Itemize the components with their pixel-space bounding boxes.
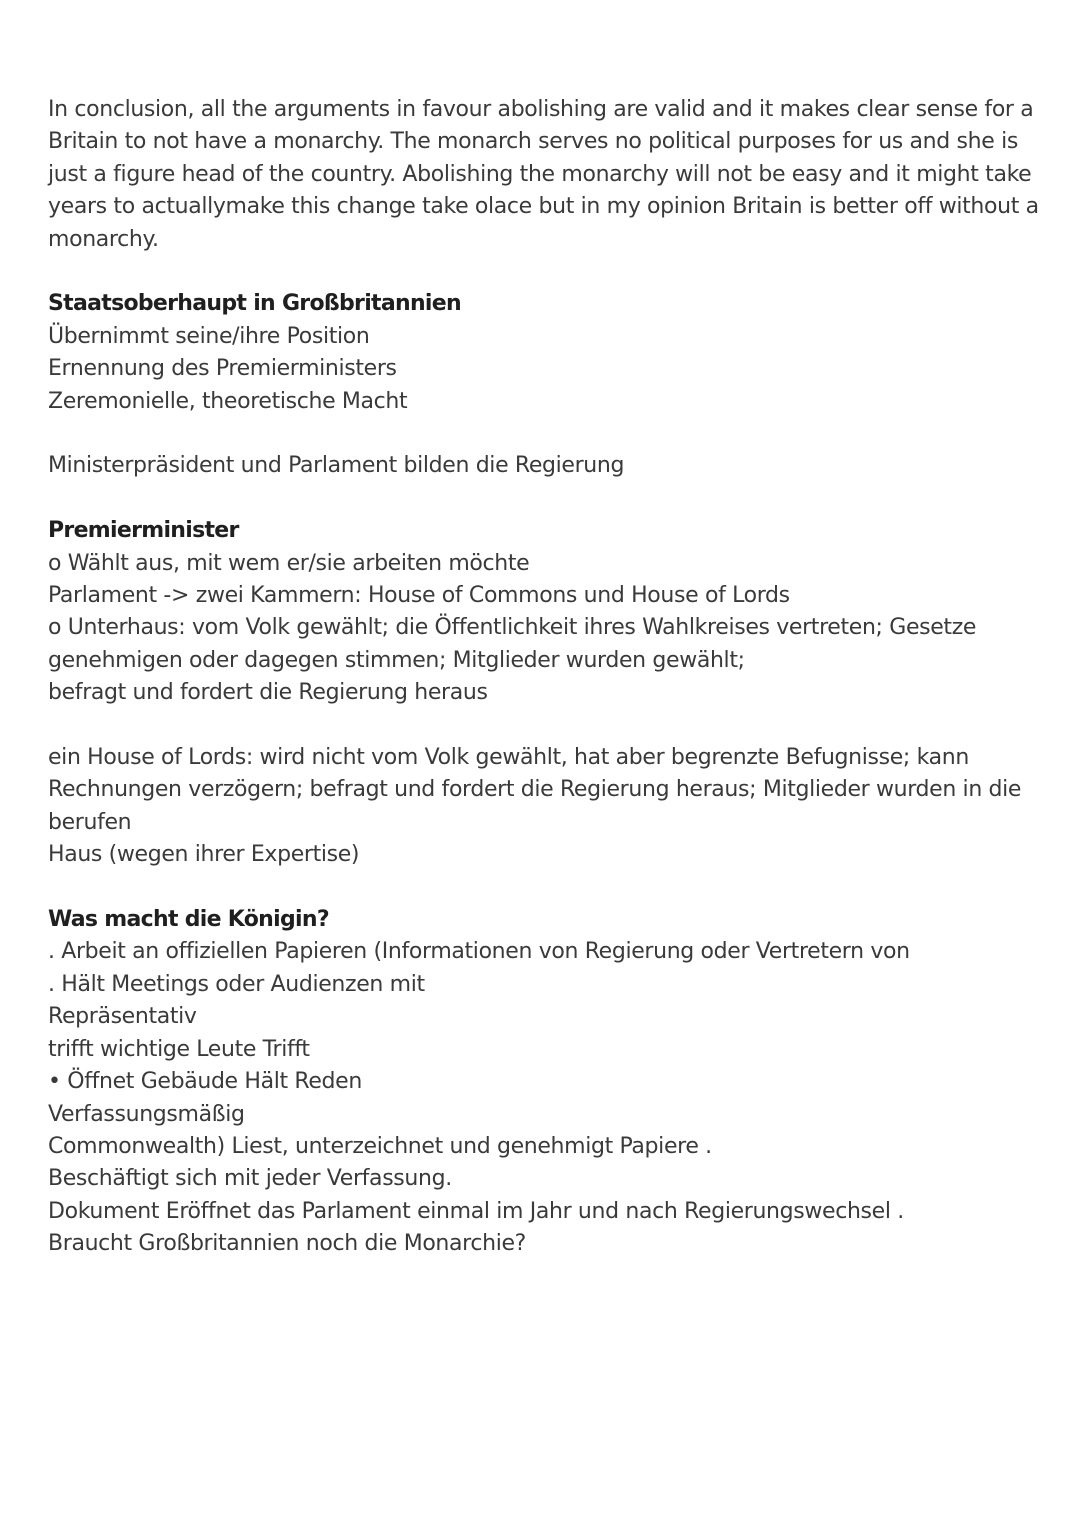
- text-line: monarchy.: [48, 226, 159, 252]
- text-line: berufen: [48, 809, 132, 835]
- text-line: Beschäftigt sich mit jeder Verfassung.: [48, 1166, 452, 1192]
- text-line: befragt und fordert die Regierung heraus: [48, 680, 488, 706]
- section-heading: Was macht die Königin?: [48, 907, 329, 933]
- text-line: trifft wichtige Leute Trifft: [48, 1036, 310, 1062]
- spacer: [48, 483, 1038, 515]
- text-line: Dokument Eröffnet das Parlament einmal im Jahr und nach Regierungswechsel .: [48, 1198, 904, 1224]
- text-line: • Öffnet Gebäude Hält Reden: [48, 1069, 362, 1095]
- text-line: Braucht Großbritannien noch die Monarchie?: [48, 1231, 526, 1257]
- text-line: Verfassungsmäßig: [48, 1101, 245, 1127]
- text-line: Commonwealth) Liest, unterzeichnet und genehmigt Papiere .: [48, 1133, 712, 1159]
- text-line: . Arbeit an offiziellen Papieren (Informationen von Regierung oder Vertretern von: [48, 939, 910, 965]
- queen-section: [48, 904, 1038, 1260]
- section-heading: Premierminister: [48, 518, 239, 544]
- text-line: ein House of Lords: wird nicht vom Volk gewählt, hat aber begrenzte Befugnisse; kann: [48, 745, 969, 771]
- head-of-state-section: [48, 288, 1038, 418]
- text-line: Repräsentativ: [48, 1004, 197, 1030]
- text-line: just a figure head of the country. Abolishing the monarchy will not be easy and it might take: [48, 161, 1032, 187]
- document-page: [48, 94, 1038, 1261]
- text-line: o Wählt aus, mit wem er/sie arbeiten möchte: [48, 550, 530, 576]
- text-line: Übernimmt seine/ihre Position: [48, 323, 370, 349]
- spacer: [48, 256, 1038, 288]
- text-line: genehmigen oder dagegen stimmen; Mitglieder wurden gewählt;: [48, 647, 745, 673]
- text-line: Ernennung des Premierministers: [48, 356, 397, 382]
- spacer: [48, 418, 1038, 450]
- text-line: Haus (wegen ihrer Expertise): [48, 842, 360, 868]
- text-line: Zeremonielle, theoretische Macht: [48, 388, 408, 414]
- spacer: [48, 710, 1038, 742]
- text-line: Ministerpräsident und Parlament bilden die Regierung: [48, 453, 625, 479]
- house-of-lords-paragraph: [48, 742, 1038, 872]
- spacer: [48, 872, 1038, 904]
- government-paragraph: [48, 450, 1038, 482]
- section-heading: Staatsoberhaupt in Großbritannien: [48, 291, 461, 317]
- text-line: Parlament -> zwei Kammern: House of Commons und House of Lords: [48, 583, 790, 609]
- text-line: . Hält Meetings oder Audienzen mit: [48, 971, 425, 997]
- conclusion-paragraph: [48, 94, 1038, 256]
- text-line: In conclusion, all the arguments in favour abolishing are valid and it makes clear sense for a: [48, 97, 1034, 122]
- text-line: Britain to not have a monarchy. The monarch serves no political purposes for us and she is: [48, 129, 1018, 155]
- text-line: Rechnungen verzögern; befragt und fordert die Regierung heraus; Mitglieder wurden in die: [48, 777, 1022, 803]
- text-line: o Unterhaus: vom Volk gewählt; die Öffentlichkeit ihres Wahlkreises vertreten; Gesetze: [48, 615, 977, 641]
- text-line: years to actuallymake this change take olace but in my opinion Britain is better off without a: [48, 194, 1039, 220]
- prime-minister-section: [48, 515, 1038, 709]
